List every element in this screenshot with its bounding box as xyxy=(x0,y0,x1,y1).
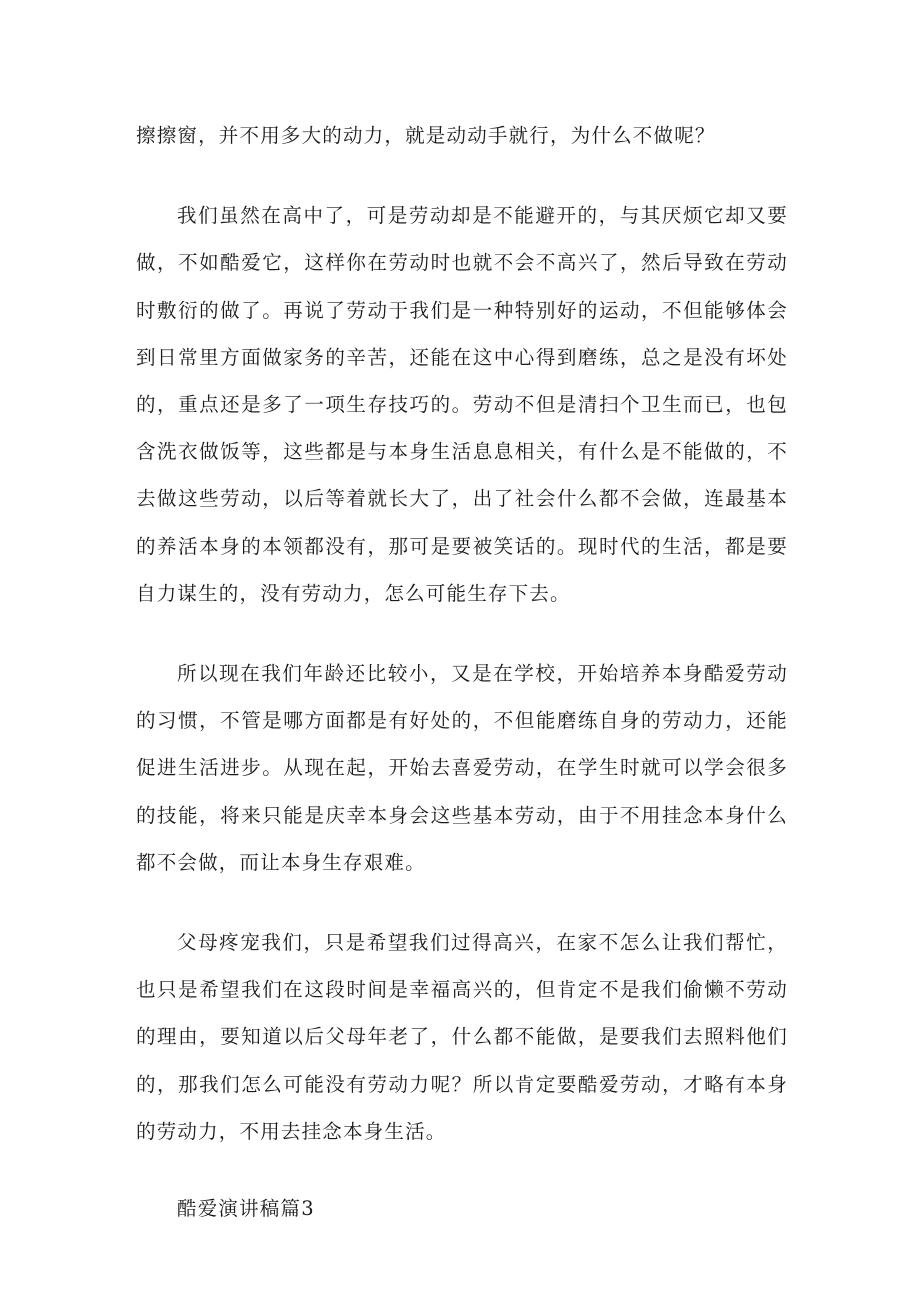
paragraph-parents: 父母疼宠我们，只是希望我们过得高兴，在家不怎么让我们帮忙，也只是希望我们在这段时间是幸福高兴的，但肯定不是我们偷懒不劳动的理由，要知道以后父母年老了，什么都不能做，是要我们去照料他们的，那我们怎么可能没有劳动力呢？所以肯定要酷爱劳动，才略有本身的劳动力，不用去挂念本身生活。 xyxy=(136,931,788,1143)
document-page xyxy=(136,112,788,1232)
paragraph-continuation: 擦擦窗，并不用多大的动力，就是动动手就行，为什么不做呢？ xyxy=(136,124,716,147)
paragraph-labor-in-high-school: 我们虽然在高中了，可是劳动却是不能避开的，与其厌烦它却又要做，不如酷爱它，这样你在劳动时也就不会不高兴了，然后导致在劳动时敷衍的做了。再说了劳动于我们是一种特别好的运动，不但能够体会到日常里方面做家务的辛苦，还能在这中心得到磨练，总之是没有坏处的，重点还是多了一项生存技巧的。劳动不但是清扫个卫生而已，也包含洗衣做饭等，这些都是与本身生活息息相关，有什么是不能做的，不去做这些劳动，以后等着就长大了，出了社会什么都不会做，连最基本的养活本身的本领都没有，那可是要被笑话的。现时代的生活，都是要自力谋生的，没有劳动力，怎么可能生存下去。 xyxy=(136,204,788,605)
paragraph-gap xyxy=(136,617,788,650)
paragraph-gap xyxy=(136,159,788,192)
paragraph-build-habits: 所以现在我们年龄还比较小，又是在学校，开始培养本身酷爱劳动的习惯，不管是哪方面都是有好处的，不但能磨练自身的劳动力，还能促进生活进步。从现在起，开始去喜爱劳动，在学生时就可以学会很多的技能，将来只能是庆幸本身会这些基本劳动，由于不用挂念本身什么都不会做，而让本身生存艰难。 xyxy=(136,662,788,874)
paragraph-gap xyxy=(136,1155,788,1185)
paragraph-gap xyxy=(136,886,788,919)
section-heading: 酷爱演讲稿篇3 xyxy=(177,1197,315,1221)
